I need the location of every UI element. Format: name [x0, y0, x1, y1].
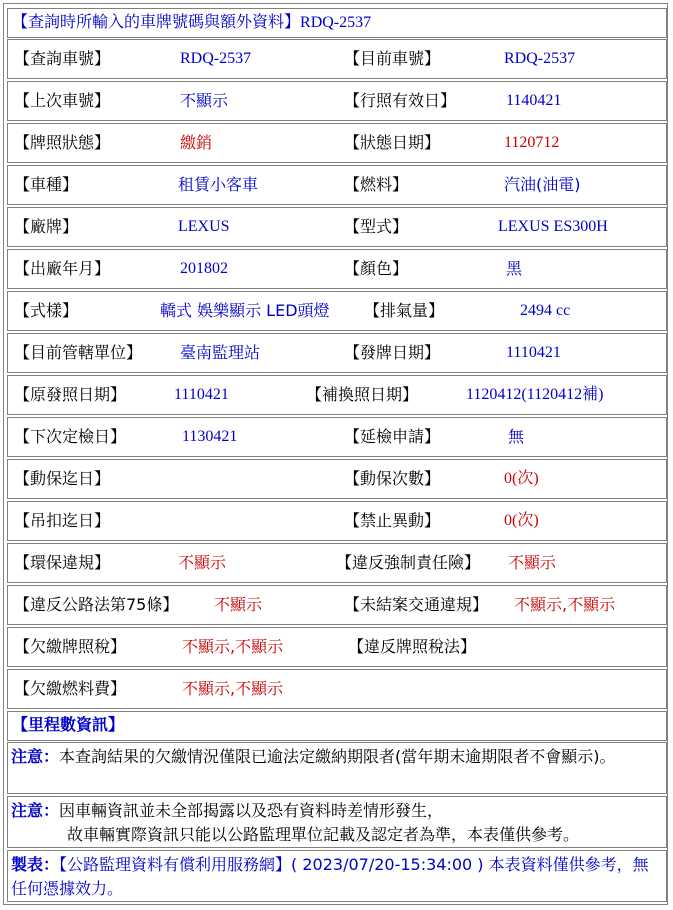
field-label: 【發牌日期】	[344, 343, 441, 362]
field-value: 臺南監理站	[180, 343, 261, 362]
field-label: 【禁止異動】	[344, 511, 441, 530]
info-row	[7, 333, 667, 373]
field-label: 【違反牌照稅法】	[348, 637, 477, 656]
field-label: 【型式】	[344, 217, 409, 236]
field-label: 【下次定檢日】	[14, 427, 127, 446]
field-value: 不顯示,不顯示	[182, 637, 284, 656]
mileage-row	[7, 711, 667, 741]
field-value: 不顯示	[180, 91, 229, 110]
info-row	[7, 417, 667, 457]
info-row	[7, 627, 667, 667]
field-value: 不顯示	[178, 553, 227, 572]
field-value: LEXUS	[178, 218, 230, 235]
field-label: 【牌照狀態】	[14, 133, 111, 152]
info-row	[7, 543, 667, 583]
field-label: 【欠繳牌照稅】	[14, 637, 127, 656]
query-header	[7, 8, 667, 38]
footer-text: 本表資料僅供參考，無任何憑據效力。	[11, 855, 649, 898]
info-row	[7, 123, 667, 163]
field-label: 【欠繳燃料費】	[14, 679, 127, 698]
notice-prefix: 注意：	[11, 747, 60, 766]
field-value: 不顯示,不顯示	[514, 595, 616, 614]
field-label: 【燃料】	[344, 175, 409, 194]
query-header-label: 【查詢時所輸入的車牌號碼與額外資料】	[12, 12, 301, 31]
field-value: 1110421	[506, 344, 561, 361]
field-value: 不顯示	[508, 553, 557, 572]
field-value: 201802	[180, 260, 228, 277]
report-footer	[7, 850, 667, 902]
field-value: 0(次)	[504, 512, 539, 529]
field-value: RDQ-2537	[180, 50, 252, 67]
field-label: 【目前管轄單位】	[14, 343, 143, 362]
field-value: 1120412(1120412補)	[466, 386, 604, 403]
field-label: 【原發照日期】	[14, 385, 127, 404]
field-value: LEXUS ES300H	[498, 218, 608, 235]
field-value: 1140421	[506, 92, 562, 109]
footer-timestamp: ( 2023/07/20-15:34:00 )	[291, 855, 484, 874]
notice-text: 本查詢結果的欠繳情況僅限已逾法定繳納期限者(當年期末逾期限者不會顯示)。	[59, 747, 616, 766]
field-label: 【顏色】	[344, 259, 409, 278]
field-value: 1110421	[174, 386, 229, 403]
info-row	[7, 501, 667, 541]
field-label: 【違反公路法第75條】	[14, 595, 179, 614]
notice-overdue	[7, 742, 667, 794]
notice-line-1: 因車輛資訊並未全部揭露以及恐有資料時差情形發生，	[59, 801, 444, 820]
notice-line-2: 故車輛實際資訊只能以公路監理單位記載及認定者為準，本表僅供參考。	[67, 825, 580, 844]
info-row	[7, 585, 667, 625]
field-value: 2494 cc	[520, 302, 571, 319]
field-label: 【環保違規】	[14, 553, 111, 572]
field-value: 轎式 娛樂顯示 LED頭燈	[160, 301, 330, 320]
field-label: 【出廠年月】	[14, 259, 111, 278]
info-row	[7, 39, 667, 79]
field-value: 1130421	[182, 428, 238, 445]
info-row	[7, 669, 667, 709]
notice-disclaimer	[7, 796, 667, 848]
field-label: 【車種】	[14, 175, 79, 194]
info-row	[7, 249, 667, 289]
field-label: 【廠牌】	[14, 217, 79, 236]
info-row	[7, 165, 667, 205]
info-row	[7, 291, 667, 331]
field-label: 【狀態日期】	[344, 133, 441, 152]
field-value: 0(次)	[504, 470, 539, 487]
mileage-label: 【里程數資訊】	[12, 715, 125, 734]
info-row	[7, 459, 667, 499]
field-label: 【目前車號】	[344, 49, 441, 68]
field-value: 不顯示	[214, 595, 263, 614]
field-value: 黑	[506, 259, 523, 278]
footer-source: 【公路監理資料有償利用服務網】	[59, 855, 292, 874]
field-value: 1120712	[504, 134, 560, 151]
notice-prefix: 注意：	[11, 801, 60, 820]
field-value: 汽油(油電)	[504, 175, 581, 194]
field-value: 不顯示,不顯示	[182, 679, 284, 698]
field-label: 【補換照日期】	[306, 385, 419, 404]
footer-prefix: 製表：	[11, 855, 60, 874]
field-label: 【式樣】	[14, 301, 79, 320]
field-label: 【違反強制責任險】	[336, 553, 481, 572]
field-label: 【動保迄日】	[14, 469, 111, 488]
field-label: 【排氣量】	[364, 301, 445, 320]
query-header-plate: RDQ-2537	[300, 14, 372, 31]
field-label: 【行照有效日】	[344, 91, 457, 110]
field-label: 【延檢申請】	[344, 427, 441, 446]
info-row	[7, 375, 667, 415]
field-value: 租賃小客車	[178, 175, 259, 194]
field-value: 繳銷	[180, 133, 213, 152]
field-label: 【上次車號】	[14, 91, 111, 110]
field-value: 無	[508, 427, 525, 446]
info-row	[7, 81, 667, 121]
field-label: 【動保次數】	[344, 469, 441, 488]
field-label: 【未結案交通違規】	[344, 595, 489, 614]
field-label: 【查詢車號】	[14, 49, 111, 68]
query-header-title	[12, 11, 371, 34]
info-row	[7, 207, 667, 247]
field-value: RDQ-2537	[504, 50, 576, 67]
field-label: 【吊扣迄日】	[14, 511, 111, 530]
